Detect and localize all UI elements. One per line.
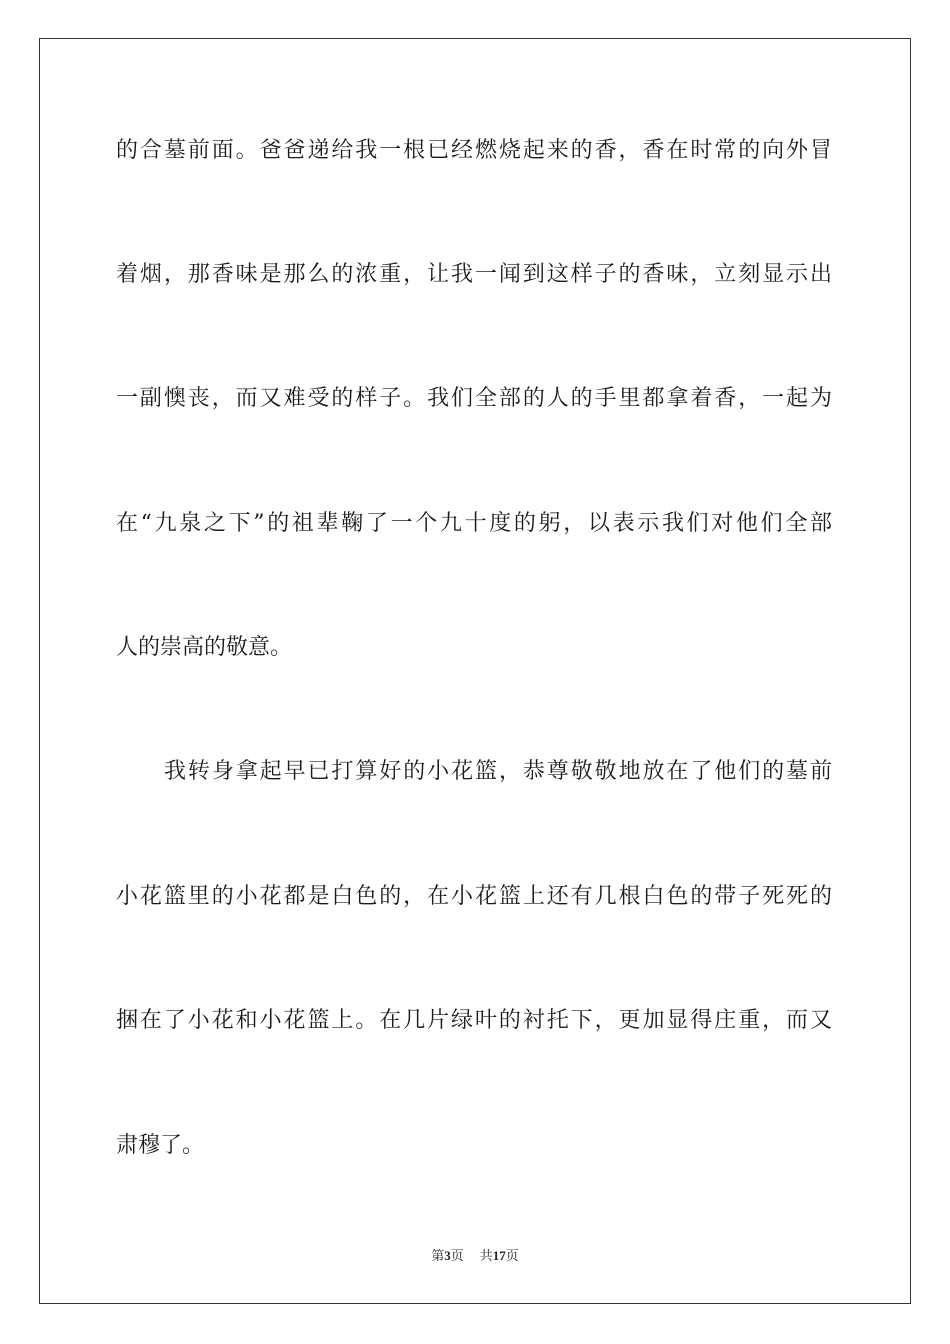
paragraph-line-8: 捆在了小花和小花篮上。在几片绿叶的衬托下，更加显得庄重，而又: [116, 1008, 832, 1033]
paragraph-line-1: 的合墓前面。爸爸递给我一根已经燃烧起来的香，香在时常的向外冒: [116, 138, 832, 163]
page-number: 3: [444, 1248, 451, 1263]
paragraph-line-5: 人的崇高的敬意。: [116, 635, 293, 660]
page-suffix: 页: [450, 1248, 464, 1263]
paragraph-line-3: 一副懊丧，而又难受的样子。我们全部的人的手里都拿着香，一起为: [116, 386, 832, 411]
page-footer: [0, 1247, 950, 1265]
paragraph-line-6: 我转身拿起早已打算好的小花篮，恭尊敬敬地放在了他们的墓前: [164, 759, 832, 784]
page-border: [39, 38, 911, 1304]
paragraph-line-7: 小花篮里的小花都是白色的，在小花篮上还有几根白色的带子死死的: [116, 884, 832, 909]
paragraph-line-4: 在“九泉之下”的祖辈鞠了一个九十度的躬，以表示我们对他们全部: [116, 511, 832, 536]
paragraph-line-9: 肃穆了。: [116, 1133, 205, 1158]
total-suffix: 页: [505, 1248, 519, 1263]
paragraph-line-2: 着烟，那香味是那么的浓重，让我一闻到这样子的香味，立刻显示出: [116, 262, 832, 287]
page-prefix: 第: [431, 1248, 445, 1263]
total-pages: 17: [492, 1248, 506, 1263]
total-prefix: 共: [479, 1248, 493, 1263]
